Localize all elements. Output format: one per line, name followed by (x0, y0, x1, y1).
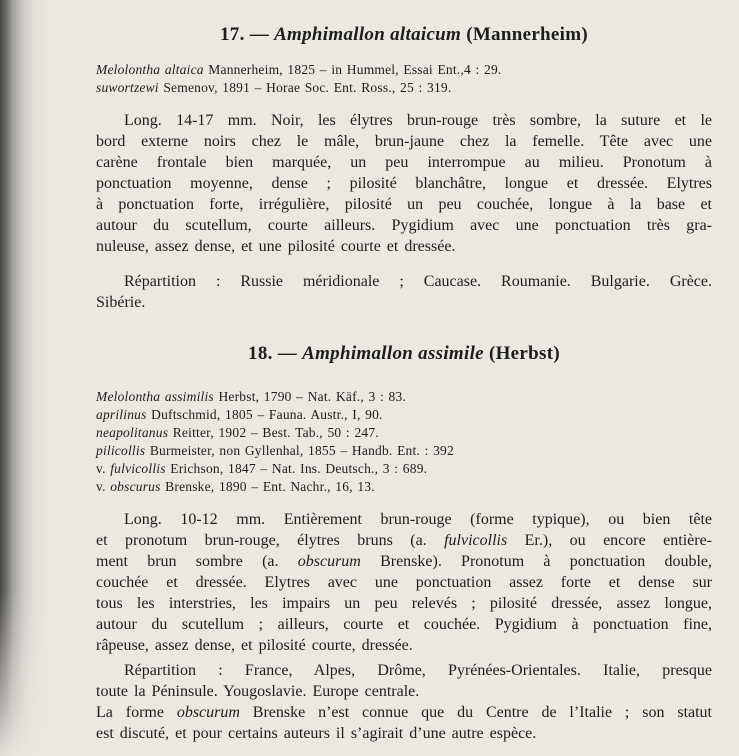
text-segment: autour du scutellum ; ailleurs, courte et couchée. Pygidium à ponctuation fine, (96, 616, 712, 633)
text-segment: 18. — (248, 343, 303, 364)
synonymy-line (96, 79, 712, 97)
text-segment: Répartition : Russie méridionale ; Caucase. Roumanie. Bulgarie. Grèce. (124, 273, 712, 290)
italic-text-segment: suwortzewi (96, 80, 159, 95)
synonymy-list-18 (96, 388, 712, 496)
italic-text-segment: obscurum (176, 704, 240, 721)
description-line (96, 215, 712, 236)
synonymy-line (96, 61, 712, 79)
repartition-line (96, 681, 712, 702)
text-segment: ment brun sombre (a. (96, 553, 298, 570)
italic-text-segment: fulvicollis (110, 461, 166, 476)
description-line (96, 593, 712, 614)
italic-text-segment: neapolitanus (96, 425, 169, 440)
synonymy-list-17 (96, 61, 712, 97)
text-segment: Répartition : France, Alpes, Drôme, Pyrénées-Orientales. Italie, presque (124, 662, 712, 679)
text-segment: à ponctuation forte, irrégulière, pilosité un peu couchée, longue à la base et (96, 196, 712, 213)
species-heading-18 (96, 343, 712, 365)
text-segment: Semenov, 1891 – Horae Soc. Ent. Ross., 25 : 319. (158, 80, 452, 95)
description-line (96, 551, 712, 572)
text-segment: couchée et dressée. Elytres avec une ponctuation assez forte et dense sur (96, 574, 712, 591)
repartition-line (96, 702, 712, 723)
text-segment: 17. — (220, 24, 275, 45)
italic-text-segment: Melolontha assimilis (96, 389, 214, 404)
italic-text-segment: Amphimallon assimile (302, 343, 484, 364)
text-segment: (Mannerheim) (461, 24, 588, 45)
text-segment: Long. 10-12 mm. Entièrement brun-rouge (forme typique), ou bien tête (124, 511, 712, 528)
synonymy-line (96, 388, 712, 406)
text-segment: Brenske). Pronotum à ponctuation double, (360, 553, 712, 570)
description-paragraph-18 (96, 509, 712, 656)
repartition-paragraph-18 (96, 660, 712, 744)
text-segment: La forme (96, 704, 177, 721)
description-line (96, 194, 712, 215)
text-segment: Duftschmid, 1805 – Fauna. Austr., I, 90. (146, 407, 383, 422)
text-segment: Brenske, 1890 – Ent. Nachr., 16, 13. (160, 479, 375, 494)
italic-text-segment: obscurus (110, 479, 161, 494)
description-line (96, 173, 712, 194)
synonymy-line (96, 460, 712, 478)
description-line (96, 509, 712, 530)
description-line (96, 530, 712, 551)
synonymy-line (96, 424, 712, 442)
repartition-line (96, 292, 712, 313)
text-segment: bord externe noirs chez le mâle, brun-jaune chez la femelle. Tête avec une (96, 133, 712, 150)
text-segment: v. (96, 479, 111, 494)
text-segment: et pronotum brun-rouge, élytres bruns (a. (96, 532, 445, 549)
synonymy-line (96, 478, 712, 496)
italic-text-segment: aprilinus (96, 407, 147, 422)
synonymy-line (96, 442, 712, 460)
text-segment: tous les interstries, les impairs un peu relevés ; pilosité dressée, assez longue, (96, 595, 712, 612)
repartition-line (96, 660, 712, 681)
text-segment: râpeuse, assez dense, et pilosité courte, dressée. (96, 637, 413, 654)
text-segment: v. (96, 461, 111, 476)
text-segment: carène frontale bien marquée, un peu interrompue au milieu. Pronotum à (96, 154, 712, 171)
species-heading-17 (96, 24, 712, 46)
italic-text-segment: Amphimallon altaicum (274, 24, 462, 45)
repartition-line (96, 723, 712, 744)
text-segment: Er.), ou encore entière- (507, 532, 712, 549)
text-segment: (Herbst) (483, 343, 560, 364)
description-line (96, 614, 712, 635)
repartition-paragraph-17 (96, 271, 712, 313)
description-line (96, 236, 712, 257)
text-segment: Brenske n’est connue que du Centre de l’Italie ; son statut (239, 704, 713, 721)
italic-text-segment: Melolontha altaica (96, 62, 204, 77)
text-segment: autour du scutellum, courte ailleurs. Pygidium avec une ponctuation très gra- (96, 217, 712, 234)
text-segment: Long. 14-17 mm. Noir, les élytres brun-rouge très sombre, la suture et le (124, 112, 712, 129)
text-segment: nuleuse, assez dense, et une pilosité courte et dressée. (96, 238, 456, 255)
text-segment: Reitter, 1902 – Best. Tab., 50 : 247. (168, 425, 379, 440)
description-line (96, 152, 712, 173)
text-segment: Erichson, 1847 – Nat. Ins. Deutsch., 3 : 689. (165, 461, 428, 476)
description-paragraph-17 (96, 110, 712, 257)
text-segment: Mannerheim, 1825 – in Hummel, Essai Ent.,4 : 29. (203, 62, 502, 77)
italic-text-segment: obscurum (297, 553, 361, 570)
repartition-line (96, 271, 712, 292)
description-line (96, 131, 712, 152)
book-spine-shadow (0, 0, 52, 756)
description-line (96, 110, 712, 131)
text-segment: est discuté, et pour certains auteurs il s’agirait d’une autre espèce. (96, 725, 537, 742)
text-segment: Burmeister, non Gyllenhal, 1855 – Handb. Ent. : 392 (145, 443, 454, 458)
description-line (96, 635, 712, 656)
synonymy-line (96, 406, 712, 424)
description-line (96, 572, 712, 593)
text-segment: Sibérie. (96, 294, 146, 311)
italic-text-segment: pilicollis (96, 443, 146, 458)
text-segment: toute la Péninsule. Yougoslavie. Europe centrale. (96, 683, 420, 700)
text-segment: ponctuation moyenne, dense ; pilosité blanchâtre, longue et dressée. Elytres (96, 175, 712, 192)
italic-text-segment: fulvicollis (444, 532, 508, 549)
text-segment: Herbst, 1790 – Nat. Käf., 3 : 83. (213, 389, 407, 404)
